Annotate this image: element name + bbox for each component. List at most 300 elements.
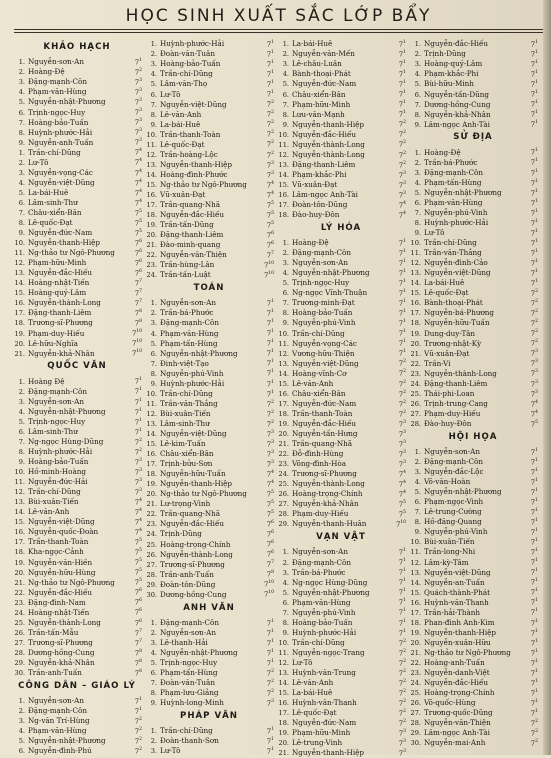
section-heading: PHÁP VĂN [180,710,238,721]
rank-number: 3. [150,319,157,328]
student-name: Trần-chí-Dũng [160,726,213,736]
grade-number: 7 [530,648,536,657]
rank-number: 7. [18,118,25,127]
grade-section: 1 [271,747,274,753]
grade-number: 7 [398,339,404,348]
student-name: Bùi-xuân-Tiến [28,497,79,507]
grade-number: 7 [266,409,272,418]
rank-number: 24. [278,470,289,479]
student-name: Nguyễn-phú-Vinh [424,207,488,217]
grade-section: 3 [139,108,142,114]
rank-number: 18. [146,211,157,220]
grade-section: 3 [403,419,406,425]
grade-number: 7 [134,299,140,308]
student-name: La-bái-Huê [160,119,201,129]
student-entry [276,108,406,118]
student-name: Trịnh-ngọc-Huy [160,657,218,667]
grade-number: 7 [398,490,404,499]
student-entry [276,169,406,179]
rank-number: 16. [410,598,421,607]
student-entry [276,586,406,596]
rank-number: 21. [14,578,25,587]
student-entry [408,267,538,277]
grade-number: 7 [134,128,140,137]
grade-section: 1 [271,618,274,624]
grade-number: 7 [266,251,272,260]
student-name: Hoàng-nhật-Tiến [28,278,90,288]
student-name: Hoàng-trọng-Chính [292,489,363,499]
student-name: Nguyễn-thanh-Hiệp [292,748,364,758]
rank-number: 22. [278,450,289,459]
student-entry [276,556,406,566]
student-name: La-bái-Huê [292,688,333,698]
grade-section: 1 [403,349,406,355]
student-entry [408,347,538,357]
student-name: Nguyễn-thanh-Hiệp [160,479,232,489]
grade-section: 5 [139,558,142,564]
student-entry [12,116,142,126]
student-entry [12,416,142,426]
grade-number: 7 [134,259,140,268]
student-name: La-bái-Huê [424,278,465,288]
student-entry [12,126,142,136]
rank-number: 2. [18,68,25,77]
columns-container [12,38,545,757]
grade-number: 7 [398,40,404,49]
student-entry [144,159,274,169]
grade-section: 7 [139,628,142,634]
grade-section: 1 [403,289,406,295]
grade-number: 7 [398,598,404,607]
grade-number: 7 [530,488,536,497]
grade-section: 1 [535,578,538,584]
student-name: Lê-văn-Anh [28,507,70,517]
rank-number: 26. [14,628,25,637]
grade-section: 2 [403,719,406,724]
student-name: Lư-Tô [160,89,181,99]
grade-number: 7 [266,60,272,69]
grade-section: 3 [271,170,274,176]
student-name: Nguyễn-văn-Hiền [28,557,93,567]
grade-section: 1 [139,377,142,383]
grade-section: 1 [403,268,406,274]
student-entry [12,247,142,257]
student-entry [276,337,406,347]
student-name: Phạm-ngọc-Vinh [424,497,484,507]
rank-number: 12. [146,150,157,159]
rank-number: 14. [278,170,289,179]
grade-section: 1 [271,648,274,654]
grade-number: 7 [134,588,140,597]
rank-number: 18. [410,618,421,627]
student-entry [12,76,142,86]
grade-section: 2 [403,708,406,714]
grade-number: 7 [398,419,404,428]
student-entry [12,536,142,546]
student-entry [144,725,274,735]
grade-section: 3 [403,439,406,445]
student-entry [12,715,142,725]
grade-section: 1 [535,618,538,624]
grade-number: 7 [266,560,272,569]
grade-number: 7 [134,198,140,207]
grade-section: 3 [403,170,406,176]
student-entry [408,257,538,267]
grade-section: 1 [403,339,406,345]
grade-number: 7 [398,249,404,258]
grade-section: 1 [403,100,406,106]
student-entry [144,627,274,637]
grade-number: 7 [266,190,272,199]
student-entry [276,637,406,647]
student-entry [12,406,142,416]
grade-number: 7 [266,540,272,549]
rank-number: 5. [414,188,421,197]
grade-section: 2 [403,409,406,415]
grade-number: 7 [266,40,272,49]
student-name: Đặng-mạnh-Côn [28,77,87,87]
student-name: Lê-hữu-Nghĩa [28,338,78,348]
student-name: Nguyễn-nhật-Phương [28,97,106,107]
student-name: Nguyễn-phú-Vinh [424,527,488,537]
student-entry [276,596,406,606]
grade-number: 7 [398,50,404,59]
grade-number: 7 [398,269,404,278]
grade-number: 7 [398,628,404,637]
student-entry [276,199,406,209]
rank-number: 8. [150,110,157,119]
grade-section: 8 [139,319,142,325]
student-name: Hoàng-Đệ [424,147,461,157]
student-entry [276,418,406,428]
rank-number: 6. [18,198,25,207]
student-name: Hoàng-đình-Phước [160,169,228,179]
grade-number: 7 [266,130,272,139]
rank-number: 13. [278,160,289,169]
student-entry [276,627,406,637]
rank-number: 23. [410,369,421,378]
student-name: Nguyễn-sơn-An [292,258,348,268]
rank-number: 8. [414,110,421,119]
grade-section: 1 [535,447,538,453]
rank-number: 14. [146,430,157,438]
student-name: Nguyễn-anh-Tuấn [28,137,94,147]
student-name: Đào-minh-quang [160,240,221,250]
grade-number: 7 [266,120,272,129]
rank-number: 14. [278,369,289,378]
student-entry [276,697,406,707]
grade-section: 1 [271,329,274,335]
student-name: Đặng-thanh-Liêm [424,378,488,388]
grade-number: 7 [530,658,536,667]
grade-number: 7 [134,638,140,647]
book-spine-edge [543,0,551,755]
student-name: Hoàng-bảo-Tuấn [160,59,221,69]
rank-number: 21. [146,500,157,509]
grade-section: 1 [535,487,538,493]
grade-number: 7 [398,399,404,408]
student-entry [12,227,142,237]
column-2 [144,38,274,757]
student-name: Trần-bá-Phước [292,567,346,577]
class-grade [524,418,538,429]
student-name: Huỳnh-văn-Trung [292,668,356,678]
student-entry [408,486,538,496]
rank-number: 1. [18,377,25,386]
grade-number: 7 [266,150,272,159]
student-entry [408,526,538,536]
grade-section: 7 [271,250,274,256]
student-entry [12,136,142,146]
student-name: Lê-trung-Cường [424,507,482,517]
student-name: Huỳnh-phước-Hải [424,218,489,228]
rank-number: 14. [410,279,421,288]
student-entry [12,66,142,76]
grade-number: 7 [398,588,404,597]
grade-number: 7 [266,180,272,189]
student-entry [12,576,142,586]
student-name: Nguyễn-việt-Dũng [292,358,359,368]
grade-number: 7 [398,389,404,398]
student-entry [144,149,274,159]
grade-section: 1 [271,60,274,66]
rank-number: 8. [150,369,157,378]
student-name: Phạm-văn-Hùng [160,328,219,338]
student-name: Trần-tấn-Luật [160,270,211,280]
grade-section: 8 [139,658,142,664]
student-entry [276,327,406,337]
student-name: Huỳnh-văn-Thanh [292,698,357,708]
rank-number: 28. [278,510,289,519]
student-entry [144,498,274,508]
grade-section: 2 [271,100,274,106]
student-entry [408,667,538,677]
grade-number: 7 [530,689,536,698]
grade-section: 1 [535,658,538,664]
rank-number: 11. [14,249,25,258]
grade-number: 7 [266,309,272,318]
rank-number: 17. [410,608,421,617]
student-entry [144,697,274,707]
rank-number: 14. [146,170,157,179]
student-name: Đỗ-đình-Hùng [292,449,344,459]
grade-section: 4 [403,479,406,485]
grade-section: 5 [139,228,142,234]
rank-number: 15. [410,588,421,597]
grade-section: 1 [403,628,406,634]
rank-number: 7. [414,208,421,217]
student-entry [144,518,274,528]
student-entry [276,687,406,697]
student-entry [408,177,538,187]
student-name: Hoàng-Đệ [292,238,329,248]
rank-number: 2. [414,458,421,467]
grade-number: 7 [134,397,140,406]
student-entry [408,677,538,687]
grade-section: 1 [271,389,274,395]
grade-section: 3 [139,467,142,473]
grade-number: 7 [530,50,536,59]
student-name: Nguyễn-đức-Nam [292,398,357,408]
student-entry [12,237,142,247]
student-entry [144,297,274,307]
rank-number: 26. [278,490,289,499]
grade-number: 7 [266,570,272,579]
grade-number: 7 [263,580,269,589]
grade-number: 7 [131,339,137,348]
grade-number: 7 [266,170,272,179]
student-entry [276,209,406,219]
student-name: Nguyễn-đắc-Hiếu [424,39,489,49]
rank-number: 3. [150,60,157,69]
student-name: Nguyễn-nhật-Phương [28,406,106,416]
student-name: Lư-Tô [160,746,181,756]
rank-number: 1. [282,548,289,557]
rank-number: 26. [410,699,421,708]
student-name: Trần-hoàng-Lộc [160,149,218,159]
grade-section: 2 [535,299,538,305]
grade-section: 1 [535,648,538,654]
grade-section: 1 [535,208,538,214]
grade-section: 10 [268,590,274,596]
student-entry [12,257,142,267]
grade-number: 7 [134,188,140,197]
grade-number: 7 [266,329,272,338]
grade-section: 2 [271,150,274,156]
rank-number: 21. [146,241,157,250]
student-entry [12,637,142,647]
grade-section: 7 [139,279,142,285]
grade-section: 8 [139,648,142,654]
rank-number: 20. [278,739,289,748]
grade-number: 7 [134,717,140,726]
student-entry [276,408,406,418]
student-entry [12,667,142,677]
grade-number: 7 [398,359,404,368]
student-entry [408,476,538,486]
student-entry [12,745,142,755]
rank-number: 19. [410,329,421,338]
grade-number: 7 [134,618,140,627]
student-entry [276,138,406,148]
student-name: Lê-văn-Anh [160,109,202,119]
grade-number: 7 [530,588,536,597]
rank-number: 19. [410,628,421,637]
student-entry [408,378,538,388]
rank-number: 28. [14,648,25,657]
grade-number: 7 [134,219,140,228]
student-entry [276,508,406,518]
student-name: Trần-bá-Phước [424,157,478,167]
rank-number: 1. [414,148,421,157]
grade-section: 2 [535,339,538,345]
student-name: Võng-đình-Hòa [292,459,346,469]
grade-section: 1 [403,598,406,604]
grade-section: 1 [271,299,274,305]
grade-section: 2 [139,747,142,753]
grade-number: 7 [266,520,272,529]
student-name: Trần-Vi [424,358,451,368]
grade-number: 7 [398,180,404,189]
grade-section: 3 [139,128,142,134]
rank-number: 13. [146,419,157,428]
rank-number: 9. [150,120,157,129]
rank-number: 7. [150,100,157,109]
student-entry [276,357,406,367]
student-entry [276,448,406,458]
grade-section: 5 [271,220,274,226]
student-name: Nguyễn-thành-Long [292,479,365,489]
student-entry [276,478,406,488]
student-entry [12,385,142,395]
rank-number: 3. [18,717,25,726]
student-entry [408,506,538,516]
grade-section: 3 [139,487,142,493]
student-entry [12,476,142,486]
grade-number: 7 [134,528,140,537]
section-heading: LÝ HÓA [320,222,362,233]
student-name: Trịnh-ngọc-Huy [28,107,86,117]
student-entry [144,647,274,657]
student-entry [144,138,274,148]
student-name: Nguyễn-đắc-Hiếu [292,418,357,428]
grade-number: 7 [266,638,272,647]
student-name: Nguyễn-nhật-Phương [160,348,238,358]
rank-number: 4. [18,178,25,187]
student-name: Hoàng-bảo-Tuấn [28,117,89,127]
grade-section: 1 [271,638,274,644]
rank-number: 2. [282,50,289,59]
grade-section: 1 [403,238,406,244]
grade-number: 7 [530,679,536,688]
student-name: Nguyễn-nhật-Phương [292,268,370,278]
student-entry [12,446,142,456]
student-entry [408,707,538,717]
column-4 [408,38,538,757]
grade-number: 7 [134,58,140,67]
grade-section: 3 [271,439,274,445]
grade-number: 7 [530,148,536,157]
grade-number: 7 [530,219,536,228]
column-3 [276,38,406,757]
grade-number: 7 [266,419,272,428]
student-name: Lưu-văn-Mạnh [292,109,345,119]
rank-number: 6. [150,349,157,358]
student-entry [12,86,142,96]
grade-number: 7 [398,729,404,738]
grade-section: 6 [139,588,142,594]
student-name: Đào-huy-Đôn [292,210,340,220]
grade-section: 4 [403,469,406,475]
student-entry [408,58,538,68]
student-entry [276,617,406,627]
grade-section: 1 [535,628,538,634]
rank-number: 1. [282,40,289,49]
grade-section: 3 [403,749,406,755]
student-entry [408,687,538,697]
grade-section: 1 [535,518,538,524]
grade-number: 7 [530,90,536,99]
student-entry [408,456,538,466]
grade-section: 1 [271,369,274,375]
student-entry [144,259,274,269]
student-name: Hoàng-bảo-Tuấn [292,617,353,627]
grade-section: 6 [271,530,274,536]
rank-number: 26. [146,550,157,559]
student-entry [12,337,142,347]
student-entry [144,98,274,108]
grade-section: 2 [139,447,142,453]
